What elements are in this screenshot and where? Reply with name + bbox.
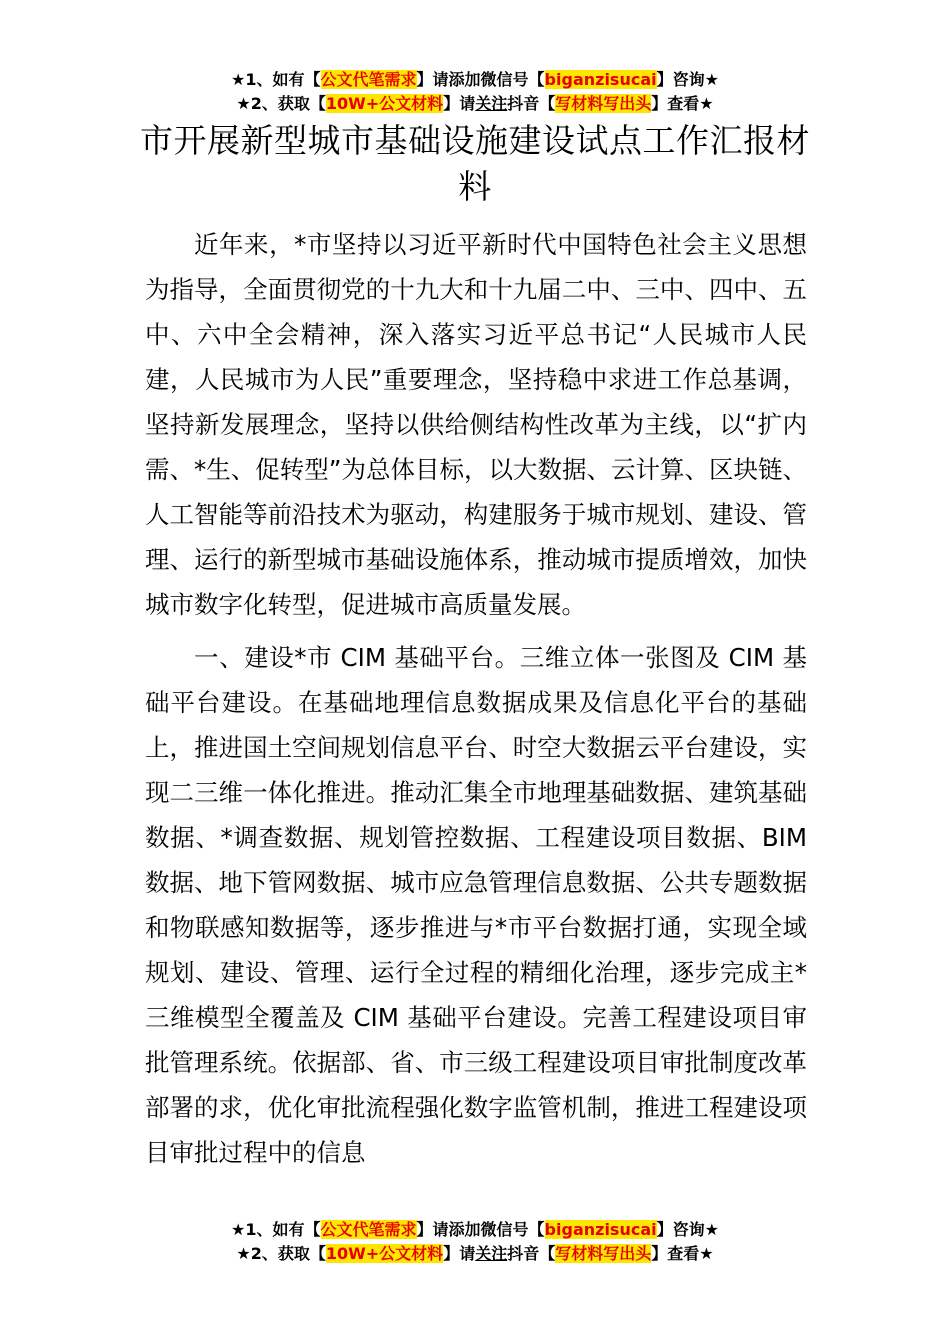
promo-highlight: 写材料写出头 (555, 94, 652, 113)
promo-highlight: 写材料写出头 (555, 1244, 652, 1263)
promo-text: 】请添加微信号【 (416, 1220, 545, 1239)
promo-underline: 关注 (475, 1244, 508, 1263)
promo-text: 】咨询★ (656, 70, 719, 89)
promo-text: ★2、获取【 (236, 94, 326, 113)
wechat-id-highlight: biganzisucai (544, 1220, 657, 1239)
promo-text: 】咨询★ (656, 1220, 719, 1239)
document-body (145, 222, 807, 1175)
promo-underline: 关注 (475, 94, 508, 113)
promo-text: 】查看★ (651, 1244, 714, 1263)
promo-text: 】查看★ (651, 94, 714, 113)
paragraph-section-1: 一、建设*市 CIM 基础平台。三维立体一张图及 CIM 基础平台建设。在基础地理信息数据成果及信息化平台的基础上，推进国土空间规划信息平台、时空大数据云平台建设，实现二三维一体化推进。推动汇集全市地理基础数据、建筑基础数据、*调查数据、规划管控数据、工程建设项目数据、BIM 数据、地下管网数据、城市应急管理信息数据、公共专题数据和物联感知数据等，逐步推进与*市平台数据打通，实现全域规划、建设、管理、运行全过程的精细化治理，逐步完成主*三维模型全覆盖及 CIM 基础平台建设。完善工程建设项目审批管理系统。依据部、省、市三级工程建设项目审批制度改革部署的求，优化审批流程强化数字监管机制，推进工程建设项目审批过程中的信息 (145, 643, 807, 1167)
paragraph-intro: 近年来，*市坚持以习近平新时代中国特色社会主义思想为指导，全面贯彻党的十九大和十九届二中、三中、四中、五中、六中全会精神，深入落实习近平总书记“人民城市人民建，人民城市为人民”重要理念，坚持稳中求进工作总基调，坚持新发展理念，坚持以供给侧结构性改革为主线，以“扩内需、*生、促转型”为总体目标，以大数据、云计算、区块链、人工智能等前沿技术为驱动，构建服务于城市规划、建设、管理、运行的新型城市基础设施体系，推动城市提质增效，加快城市数字化转型，促进城市高质量发展。 (145, 230, 807, 619)
wechat-id-highlight: biganzisucai (544, 70, 657, 89)
promo-text: ★2、获取【 (236, 1244, 326, 1263)
promo-text: ★1、如有【 (231, 70, 321, 89)
promo-highlight: 公文代笔需求 (320, 70, 417, 89)
promo-highlight: 公文代笔需求 (320, 1220, 417, 1239)
promo-banner-top (0, 68, 950, 116)
promo-text: 抖音【 (507, 94, 556, 113)
promo-line-2 (0, 92, 950, 116)
promo-line-1 (0, 68, 950, 92)
promo-line-1 (0, 1218, 950, 1242)
promo-banner-bottom (0, 1218, 950, 1266)
promo-text: 】请添加微信号【 (416, 70, 545, 89)
promo-highlight: 10W+公文材料 (325, 1244, 444, 1263)
document-title: 市开展新型城市基础设施建设试点工作汇报材料 (140, 121, 810, 206)
promo-text: ★1、如有【 (231, 1220, 321, 1239)
promo-text: 抖音【 (507, 1244, 556, 1263)
promo-text: 】请 (443, 94, 476, 113)
promo-line-2 (0, 1242, 950, 1266)
promo-highlight: 10W+公文材料 (325, 94, 444, 113)
promo-text: 】请 (443, 1244, 476, 1263)
